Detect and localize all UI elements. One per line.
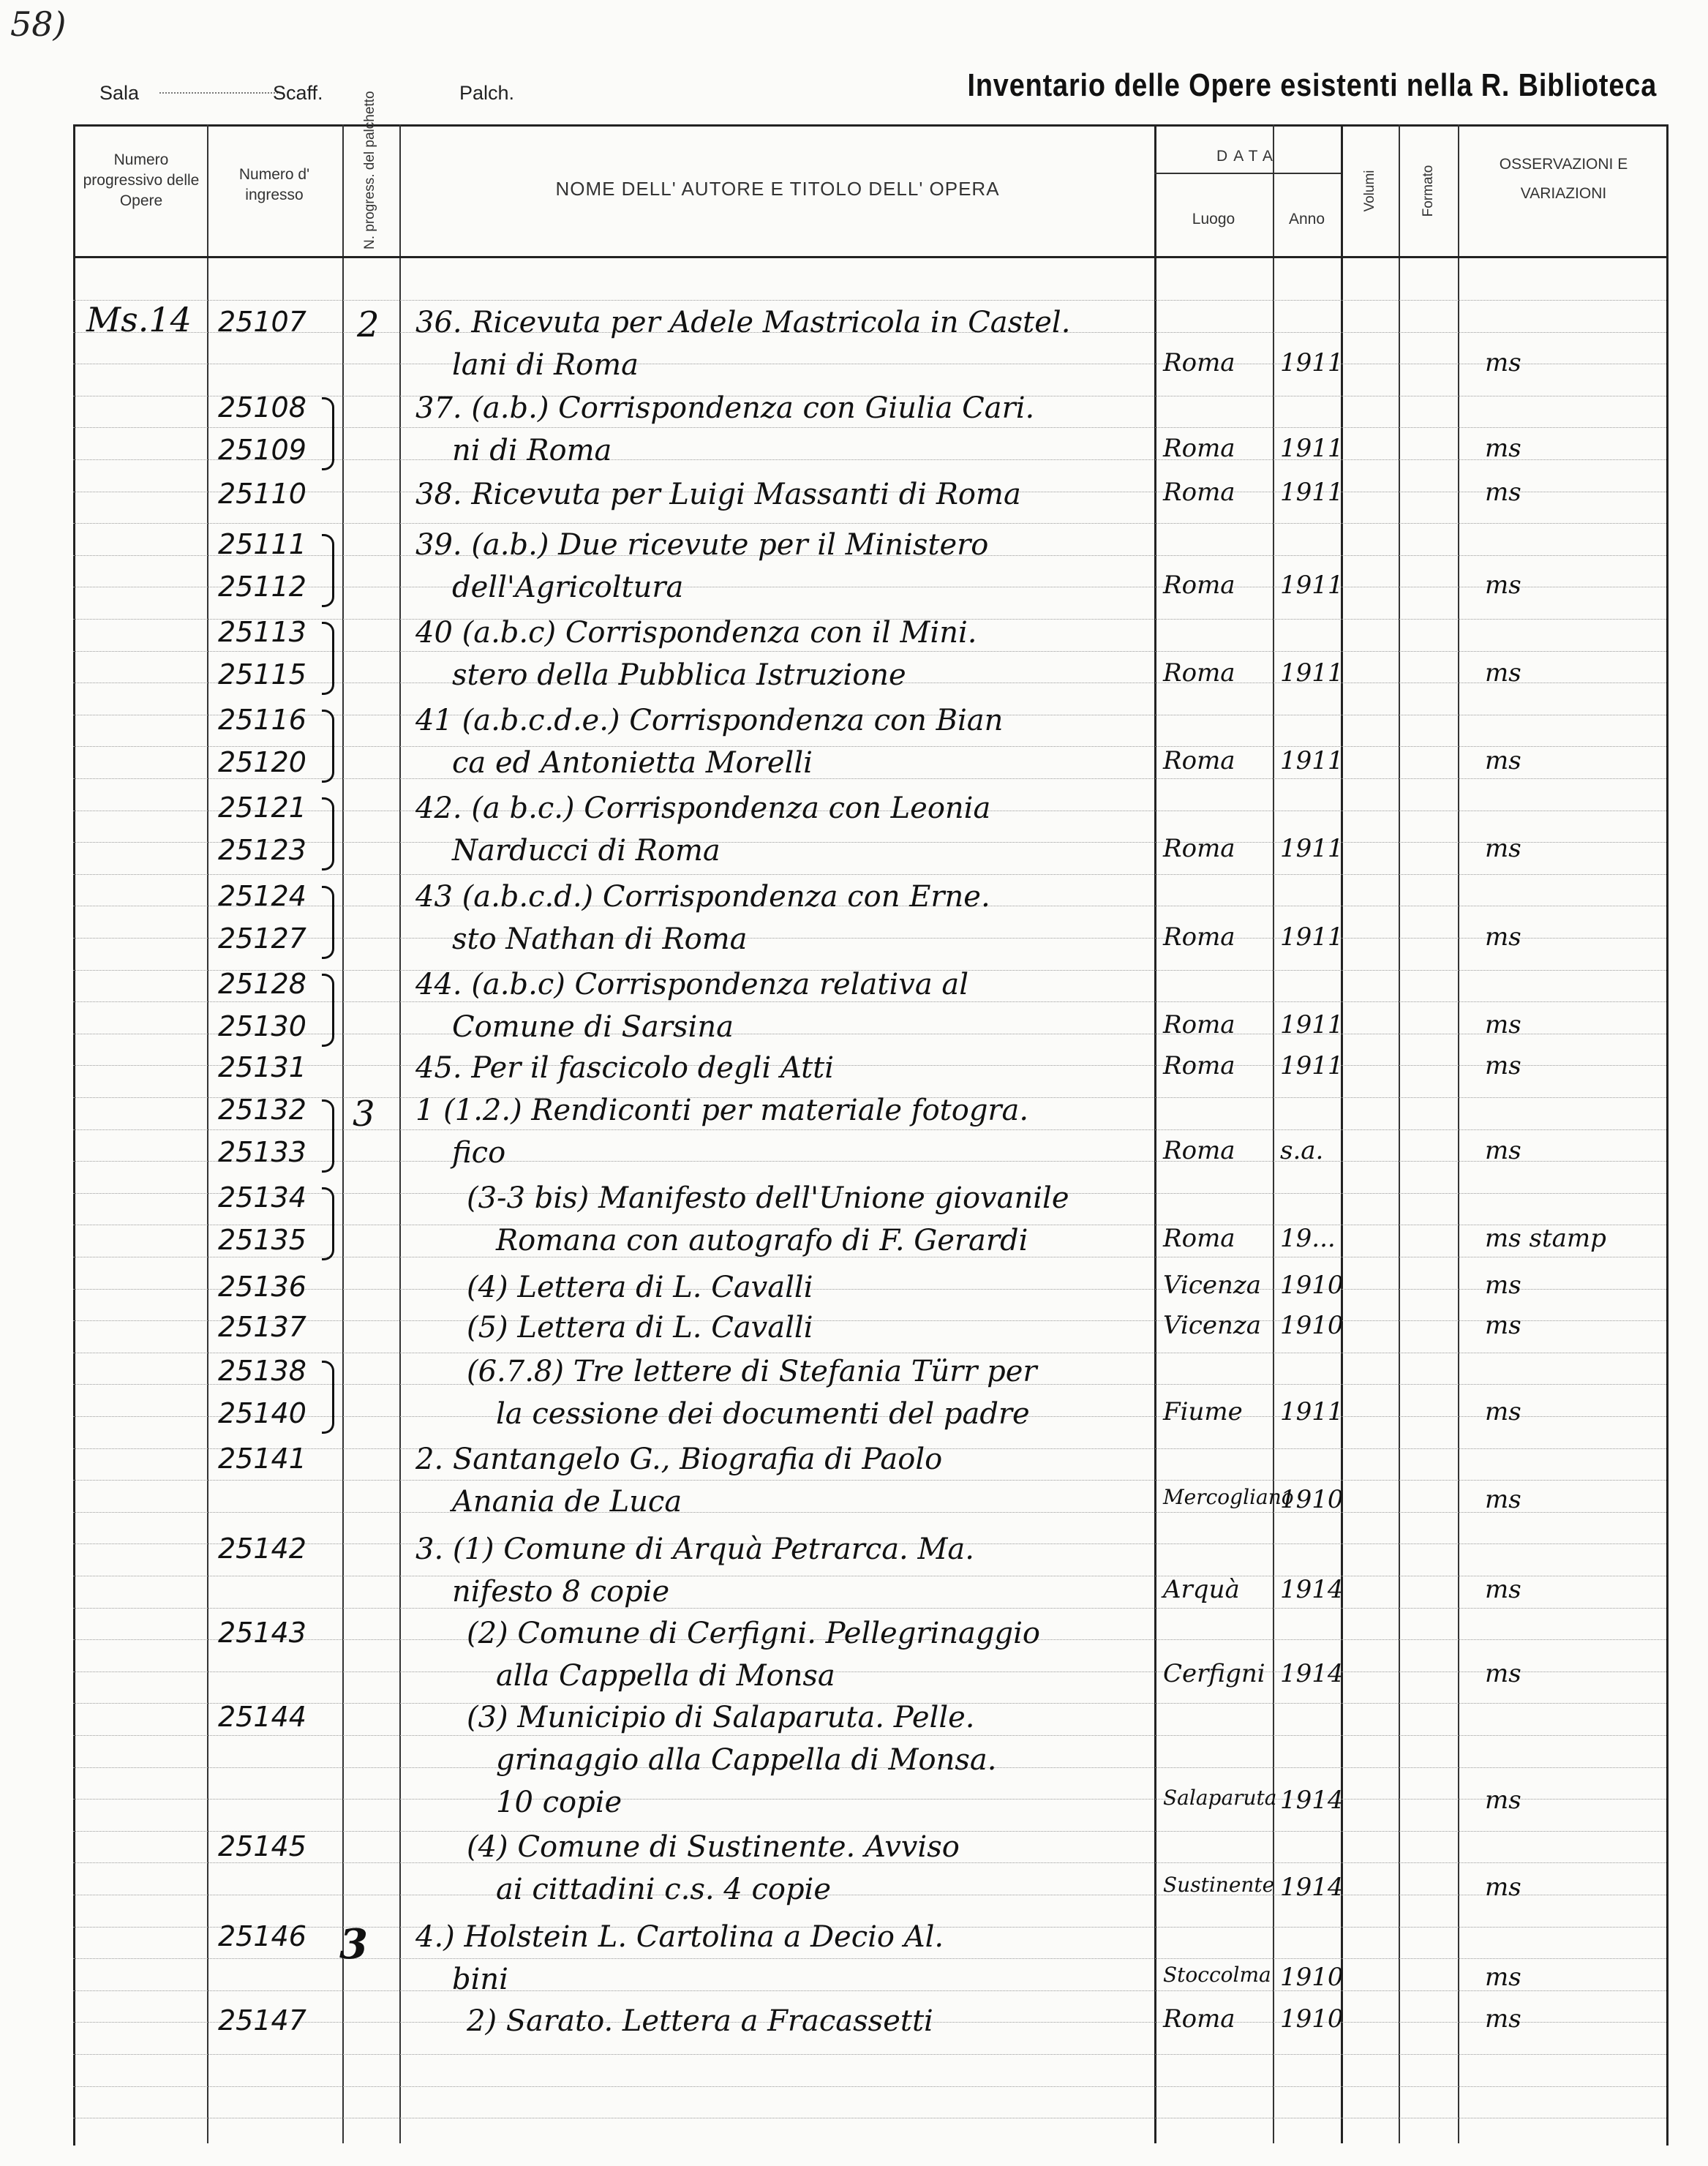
sala-label: Sala	[99, 82, 140, 104]
entry-osservazioni: ms	[1485, 1485, 1521, 1514]
entry-osservazioni: ms	[1485, 1271, 1521, 1300]
entry-luogo: Roma	[1163, 746, 1235, 775]
entry-title-line: 1 (1.2.) Rendiconti per materiale fotogra.	[415, 1094, 1029, 1127]
ruled-line	[73, 1512, 1666, 1513]
ingresso-number: 25108	[218, 391, 306, 424]
entry-title-line: Romana con autografo di F. Gerardi	[496, 1224, 1028, 1257]
entry-luogo: Roma	[1163, 1010, 1235, 1039]
ingresso-number: 25140	[218, 1397, 306, 1429]
ruled-line	[73, 427, 1666, 428]
entry-anno: 1911	[1280, 1397, 1344, 1426]
ingresso-number: 25146	[218, 1920, 306, 1952]
ruled-line	[73, 1065, 1666, 1066]
ruled-line	[73, 2054, 1666, 2055]
entry-anno: 1910	[1280, 1485, 1344, 1514]
entry-title-line: (3) Municipio di Salaparuta. Pelle.	[467, 1701, 975, 1734]
ruled-line	[73, 1480, 1666, 1481]
entry-anno: 1914	[1280, 1786, 1344, 1815]
ingresso-number: 25145	[218, 1830, 306, 1862]
palchetto-mark: 3	[353, 1094, 375, 1135]
ruled-line	[73, 300, 1666, 301]
entry-luogo: Stoccolma	[1163, 1963, 1271, 1987]
entry-title-line: (5) Lettera di L. Cavalli	[467, 1311, 813, 1345]
ingresso-number: 25142	[218, 1533, 306, 1565]
entry-osservazioni: ms	[1485, 571, 1521, 600]
entry-title-line: 37. (a.b.) Corrispondenza con Giulia Cari.	[415, 391, 1035, 425]
entry-title-line: stero della Pubblica Istruzione	[452, 658, 906, 692]
entry-title-line: grinaggio alla Cappella di Monsa.	[496, 1743, 997, 1777]
ingresso-number: 25132	[218, 1094, 306, 1126]
entry-anno: 1914	[1280, 1873, 1344, 1902]
corner-mark: 58)	[10, 4, 67, 44]
ruled-line	[73, 1129, 1666, 1130]
ingresso-number: 25131	[218, 1051, 306, 1083]
ruled-line	[73, 1161, 1666, 1162]
page-title: Inventario delle Opere esistenti nella R. Biblioteca	[967, 67, 1657, 103]
entry-title-line: fico	[452, 1136, 506, 1170]
entry-luogo: Mercogliano	[1163, 1485, 1294, 1509]
ingresso-number: 25111	[218, 528, 306, 560]
ingresso-number: 25135	[218, 1224, 306, 1256]
entry-osservazioni: ms	[1485, 658, 1521, 688]
ingresso-number: 25112	[218, 571, 306, 603]
brace	[322, 397, 334, 470]
entry-osservazioni: ms	[1485, 922, 1521, 952]
brace	[322, 886, 334, 959]
entry-title-line: (6.7.8) Tre lettere di Stefania Türr per	[467, 1355, 1037, 1388]
scaff-label: Scaff.	[273, 82, 323, 104]
entry-luogo: Roma	[1163, 2004, 1235, 2034]
entry-title-line: lani di Roma	[452, 348, 639, 382]
entry-luogo: Vicenza	[1163, 1271, 1262, 1300]
ruled-line	[73, 1001, 1666, 1002]
palchetto-mark: 2	[357, 304, 380, 345]
ingresso-number: 25116	[218, 704, 306, 736]
brace	[322, 797, 334, 870]
col-numero-progressivo: Numero progressivo delle Opere	[83, 151, 200, 209]
ruled-line	[73, 778, 1666, 779]
entry-osservazioni: ms	[1485, 1311, 1521, 1340]
entry-title-line: nifesto 8 copie	[452, 1575, 670, 1609]
entry-anno: 1910	[1280, 1311, 1344, 1340]
entry-title-line: 2. Santangelo G., Biografia di Paolo	[415, 1443, 943, 1476]
ingresso-number: 25107	[218, 306, 306, 338]
entry-luogo: Roma	[1163, 834, 1235, 863]
ingresso-number: 25110	[218, 478, 306, 510]
col-formato: Formato	[1421, 165, 1436, 217]
entry-anno: 19...	[1280, 1224, 1336, 1253]
entry-luogo: Roma	[1163, 1051, 1235, 1080]
entry-osservazioni: ms	[1485, 1051, 1521, 1080]
brace	[322, 1099, 334, 1173]
entry-title-line: 45. Per il fascicolo degli Atti	[415, 1051, 835, 1085]
entry-osservazioni: ms	[1485, 1963, 1521, 1992]
palch-label: Palch.	[459, 82, 515, 104]
brace	[322, 622, 334, 695]
entry-osservazioni: ms	[1485, 1575, 1521, 1604]
brace	[322, 1187, 334, 1260]
entry-osservazioni: ms	[1485, 1786, 1521, 1815]
entry-anno: 1911	[1280, 1051, 1344, 1080]
col-volumi: Volumi	[1362, 170, 1377, 212]
ruled-line	[73, 874, 1666, 875]
ms-label: Ms.14	[86, 300, 192, 339]
ingresso-number: 25141	[218, 1443, 306, 1475]
entry-title-line: ca ed Antonietta Morelli	[452, 746, 813, 780]
entry-anno: s.a.	[1280, 1136, 1324, 1165]
entry-osservazioni: ms	[1485, 746, 1521, 775]
ruled-line	[73, 1735, 1666, 1736]
entry-luogo: Salaparuta	[1163, 1786, 1277, 1810]
ruled-line	[73, 2086, 1666, 2087]
entry-title-line: (2) Comune di Cerfigni. Pellegrinaggio	[467, 1617, 1040, 1650]
ingresso-number: 25121	[218, 791, 306, 824]
entry-anno: 1914	[1280, 1659, 1344, 1688]
entry-title-line: 10 copie	[496, 1786, 622, 1819]
entry-anno: 1910	[1280, 1963, 1344, 1992]
ingresso-number: 25138	[218, 1355, 306, 1387]
ingresso-number: 25130	[218, 1010, 306, 1042]
entry-title-line: 36. Ricevuta per Adele Mastricola in Castel.	[415, 306, 1071, 339]
entry-title-line: 44. (a.b.c) Corrispondenza relativa al	[415, 968, 969, 1001]
entry-title-line: 39. (a.b.) Due ricevute per il Ministero	[415, 528, 989, 562]
entry-luogo: Sustinente	[1163, 1873, 1275, 1897]
ruled-line	[73, 1671, 1666, 1672]
entry-title-line: alla Cappella di Monsa	[496, 1659, 835, 1693]
ingresso-number: 25120	[218, 746, 306, 778]
entry-luogo: Arquà	[1163, 1575, 1240, 1604]
entry-luogo: Roma	[1163, 1224, 1235, 1253]
sala-dots	[159, 92, 284, 94]
ruled-line	[73, 523, 1666, 524]
entry-title-line: 40 (a.b.c) Corrispondenza con il Mini.	[415, 616, 977, 650]
palchetto-mark: 3	[339, 1920, 368, 1968]
entry-luogo: Roma	[1163, 922, 1235, 952]
ruled-line	[73, 746, 1666, 747]
ingresso-number: 25133	[218, 1136, 306, 1168]
entry-title-line: Narducci di Roma	[452, 834, 721, 868]
col-anno: Anno	[1288, 211, 1325, 227]
entry-luogo: Fiume	[1163, 1397, 1243, 1426]
col-nome-autore: NOME DELL' AUTORE E TITOLO DELL' OPERA	[555, 178, 1000, 200]
entry-title-line: Comune di Sarsina	[452, 1010, 734, 1044]
entry-luogo: Cerfigni	[1163, 1659, 1265, 1688]
entry-osservazioni: ms stamp	[1485, 1224, 1606, 1253]
col-data: DATA	[1216, 148, 1279, 165]
entry-anno: 1911	[1280, 922, 1344, 952]
entry-title-line: ai cittadini c.s. 4 copie	[496, 1873, 832, 1906]
entry-osservazioni: ms	[1485, 1873, 1521, 1902]
brace	[322, 710, 334, 783]
entry-anno: 1911	[1280, 658, 1344, 688]
entry-title-line: Anania de Luca	[452, 1485, 682, 1519]
entry-anno: 1911	[1280, 478, 1344, 507]
entry-title-line: bini	[452, 1963, 508, 1996]
entry-anno: 1910	[1280, 1271, 1344, 1300]
ingresso-number: 25123	[218, 834, 306, 866]
ingresso-number: 25144	[218, 1701, 306, 1733]
col-progressivo-palchetto: N. progress. del palchetto	[362, 91, 377, 249]
ingresso-number: 25143	[218, 1617, 306, 1649]
entry-osservazioni: ms	[1485, 1010, 1521, 1039]
ingresso-number: 25113	[218, 616, 306, 648]
ruled-line	[73, 1799, 1666, 1800]
entry-title-line: dell'Agricoltura	[452, 571, 684, 604]
entry-title-line: sto Nathan di Roma	[452, 922, 748, 956]
ruled-line	[73, 1608, 1666, 1609]
ingresso-number: 25127	[218, 922, 306, 955]
entry-title-line: ni di Roma	[452, 434, 612, 467]
brace	[322, 1361, 334, 1434]
col-numero-ingresso: Numero d' ingresso	[238, 166, 310, 203]
entry-title-line: (3-3 bis) Manifesto dell'Unione giovanile	[467, 1181, 1069, 1215]
entry-title-line: 38. Ricevuta per Luigi Massanti di Roma	[415, 478, 1021, 511]
entry-luogo: Roma	[1163, 658, 1235, 688]
col-osservazioni: OSSERVAZIONI E VARIAZIONI	[1499, 156, 1628, 202]
ruled-line	[73, 651, 1666, 652]
entry-luogo: Roma	[1163, 348, 1235, 377]
ingresso-number: 25124	[218, 880, 306, 912]
ingresso-number: 25147	[218, 2004, 306, 2037]
entry-osservazioni: ms	[1485, 478, 1521, 507]
entry-title-line: la cessione dei documenti del padre	[496, 1397, 1030, 1431]
col-luogo: Luogo	[1192, 211, 1235, 227]
ingresso-number: 25128	[218, 968, 306, 1000]
brace	[322, 974, 334, 1047]
entry-luogo: Roma	[1163, 434, 1235, 463]
entry-title-line: 42. (a b.c.) Corrispondenza con Leonia	[415, 791, 991, 825]
entry-osservazioni: ms	[1485, 434, 1521, 463]
ingresso-number: 25109	[218, 434, 306, 466]
entry-anno: 1911	[1280, 1010, 1344, 1039]
ruled-line	[73, 1990, 1666, 1991]
entry-title-line: 3. (1) Comune di Arquà Petrarca. Ma.	[415, 1533, 974, 1566]
entry-osservazioni: ms	[1485, 1397, 1521, 1426]
entry-anno: 1911	[1280, 348, 1344, 377]
entry-luogo: Roma	[1163, 478, 1235, 507]
entry-title-line: 2) Sarato. Lettera a Fracassetti	[467, 2004, 933, 2038]
entry-anno: 1911	[1280, 571, 1344, 600]
entry-anno: 1914	[1280, 1575, 1344, 1604]
ruled-line	[73, 1289, 1666, 1290]
ingresso-number: 25137	[218, 1311, 306, 1343]
entry-luogo: Vicenza	[1163, 1311, 1262, 1340]
ruled-line	[73, 459, 1666, 460]
entry-title-line: (4) Lettera di L. Cavalli	[467, 1271, 813, 1304]
entry-title-line: 4.) Holstein L. Cartolina a Decio Al.	[415, 1920, 944, 1954]
brace	[322, 534, 334, 607]
entry-osservazioni: ms	[1485, 348, 1521, 377]
entry-title-line: (4) Comune di Sustinente. Avviso	[467, 1830, 960, 1864]
ingresso-number: 25134	[218, 1181, 306, 1214]
entry-anno: 1910	[1280, 2004, 1344, 2034]
entry-anno: 1911	[1280, 834, 1344, 863]
header-separator	[73, 256, 1666, 258]
ruled-line	[73, 842, 1666, 843]
entry-title-line: 43 (a.b.c.d.) Corrispondenza con Erne.	[415, 880, 990, 914]
entry-luogo: Roma	[1163, 571, 1235, 600]
ruled-line	[73, 938, 1666, 939]
data-subheader-line	[1154, 173, 1341, 174]
entry-osservazioni: ms	[1485, 1659, 1521, 1688]
ingresso-number: 25115	[218, 658, 306, 691]
entry-osservazioni: ms	[1485, 2004, 1521, 2034]
ruled-line	[73, 1320, 1666, 1321]
entry-anno: 1911	[1280, 746, 1344, 775]
entry-title-line: 41 (a.b.c.d.e.) Corrispondenza con Bian	[415, 704, 1004, 737]
ingresso-number: 25136	[218, 1271, 306, 1303]
entry-osservazioni: ms	[1485, 1136, 1521, 1165]
entry-anno: 1911	[1280, 434, 1344, 463]
entry-luogo: Roma	[1163, 1136, 1235, 1165]
entry-osservazioni: ms	[1485, 834, 1521, 863]
ruled-line	[73, 1958, 1666, 1959]
